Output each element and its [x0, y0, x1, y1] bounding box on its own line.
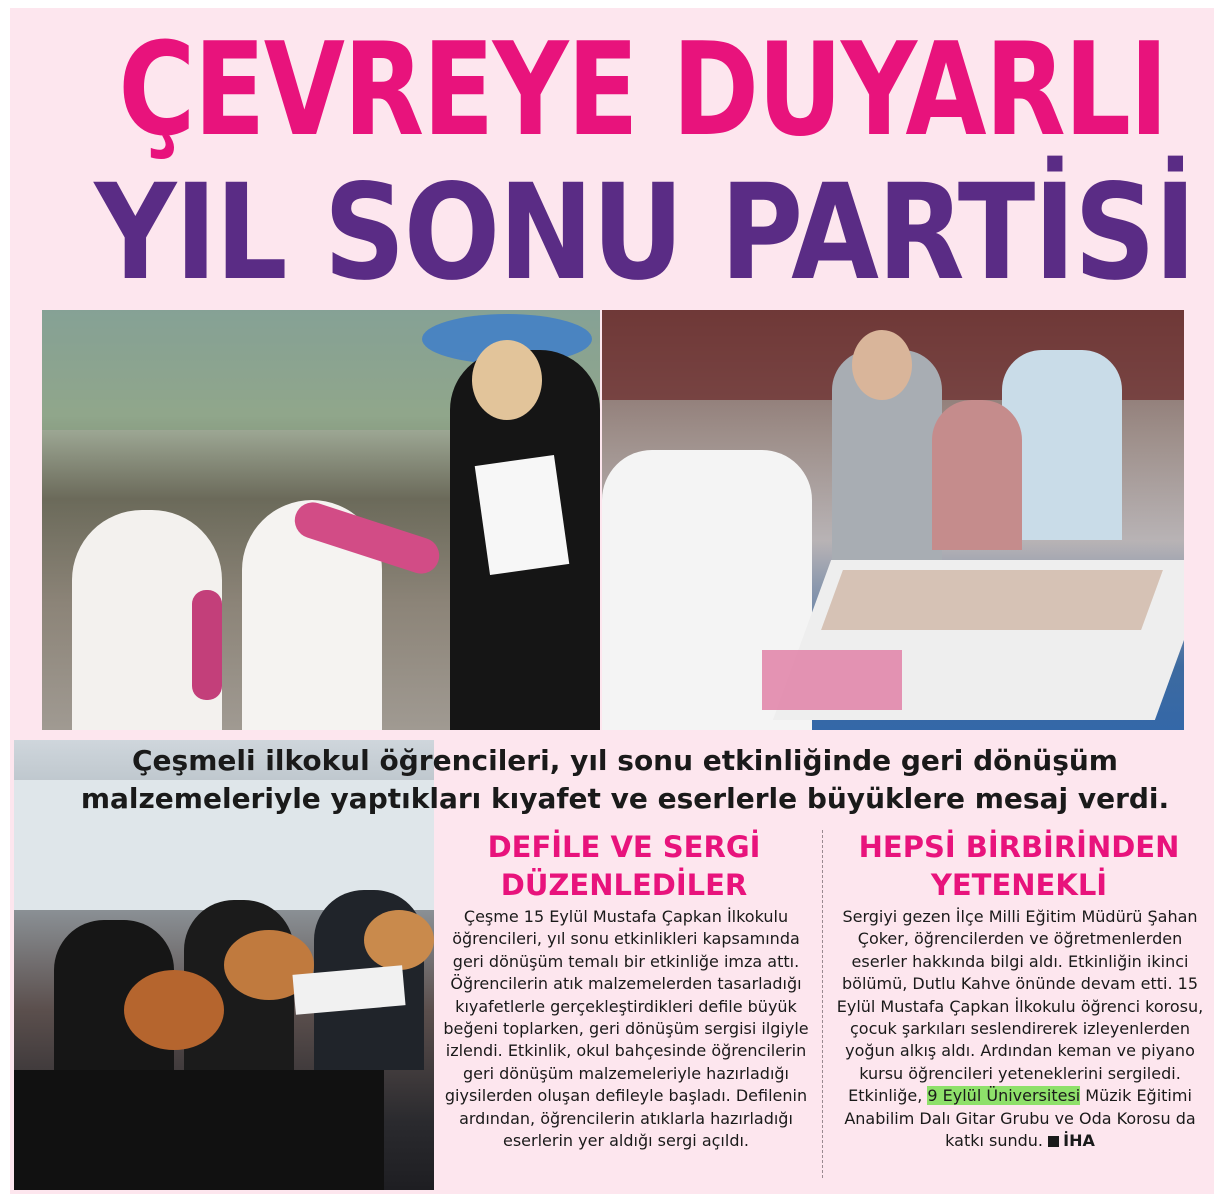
- column-2-body-text-end: Müzik Eğitimi Anabilim Dalı Gitar Grubu ve Oda Korosu da katkı sundu.: [844, 1086, 1196, 1151]
- column-1-body: Çeşme 15 Eylül Mustafa Çapkan İlkokulu öğrencileri, yıl sonu etkinlikleri kapsamında geri dönüşüm temalı bir etkinliğe imza attı. Öğrencilerin atık malzemelerden tasarladığı kıyafetlerle gerçekleştirdikleri defile büyük beğeni toplarken, geri dönüşüm sergisi ilgiyle izlendi. Etkinlik, okul bahçesinde öğrencilerin geri dönüşüm malzemeleriyle hazırladığı giysilerden oluşan defileyle başladı. Defilenin ardından, öğrencilerin atıklarla hazırladığı eserlerin yer aldığı sergi açıldı.: [443, 907, 809, 1151]
- column-1-title: DEFİLE VE SERGİ DÜZENLEDİLER: [487, 830, 761, 902]
- column-2-body: [832, 906, 1208, 1152]
- headline-line-1: ÇEVREYE DUYARLI: [118, 16, 1167, 165]
- news-agency-signature: İHA: [1063, 1131, 1095, 1151]
- photo-violin-performance: [42, 310, 600, 730]
- highlighted-university-name: 9 Eylül Üniversitesi: [927, 1086, 1081, 1106]
- column-2-title: HEPSİ BİRBİRİNDEN YETENEKLİ: [858, 830, 1180, 902]
- newspaper-page: [10, 8, 1214, 1194]
- column-divider: [822, 830, 823, 1178]
- headline-line-2: YIL SONU PARTİSİ: [94, 156, 1195, 310]
- end-square-icon: [1048, 1136, 1059, 1147]
- column-2-body-text: Sergiyi gezen İlçe Milli Eğitim Müdürü Şahan Çoker, öğrencilerden ve öğretmenlerden eserler hakkında bilgi aldı. Etkinliğin ikinci bölümü, Dutlu Kahve önünde devam etti. 15 Eylül Mustafa Çapkan İlkokulu öğrenci korosu, çocuk şarkıları seslendirerek izleyenlerden yoğun alkış aldı. Ardından keman ve piyano kursu öğrencileri yeteneklerini sergiledi. Etkinliğe,: [836, 907, 1204, 1106]
- lead-paragraph: Çeşmeli ilkokul öğrencileri, yıl sonu etkinliğinde geri dönüşüm malzemeleriyle yaptıkları kıyafet ve eserlerle büyüklere mesaj verdi.: [80, 744, 1170, 815]
- photo-recycling-exhibition: [602, 310, 1184, 730]
